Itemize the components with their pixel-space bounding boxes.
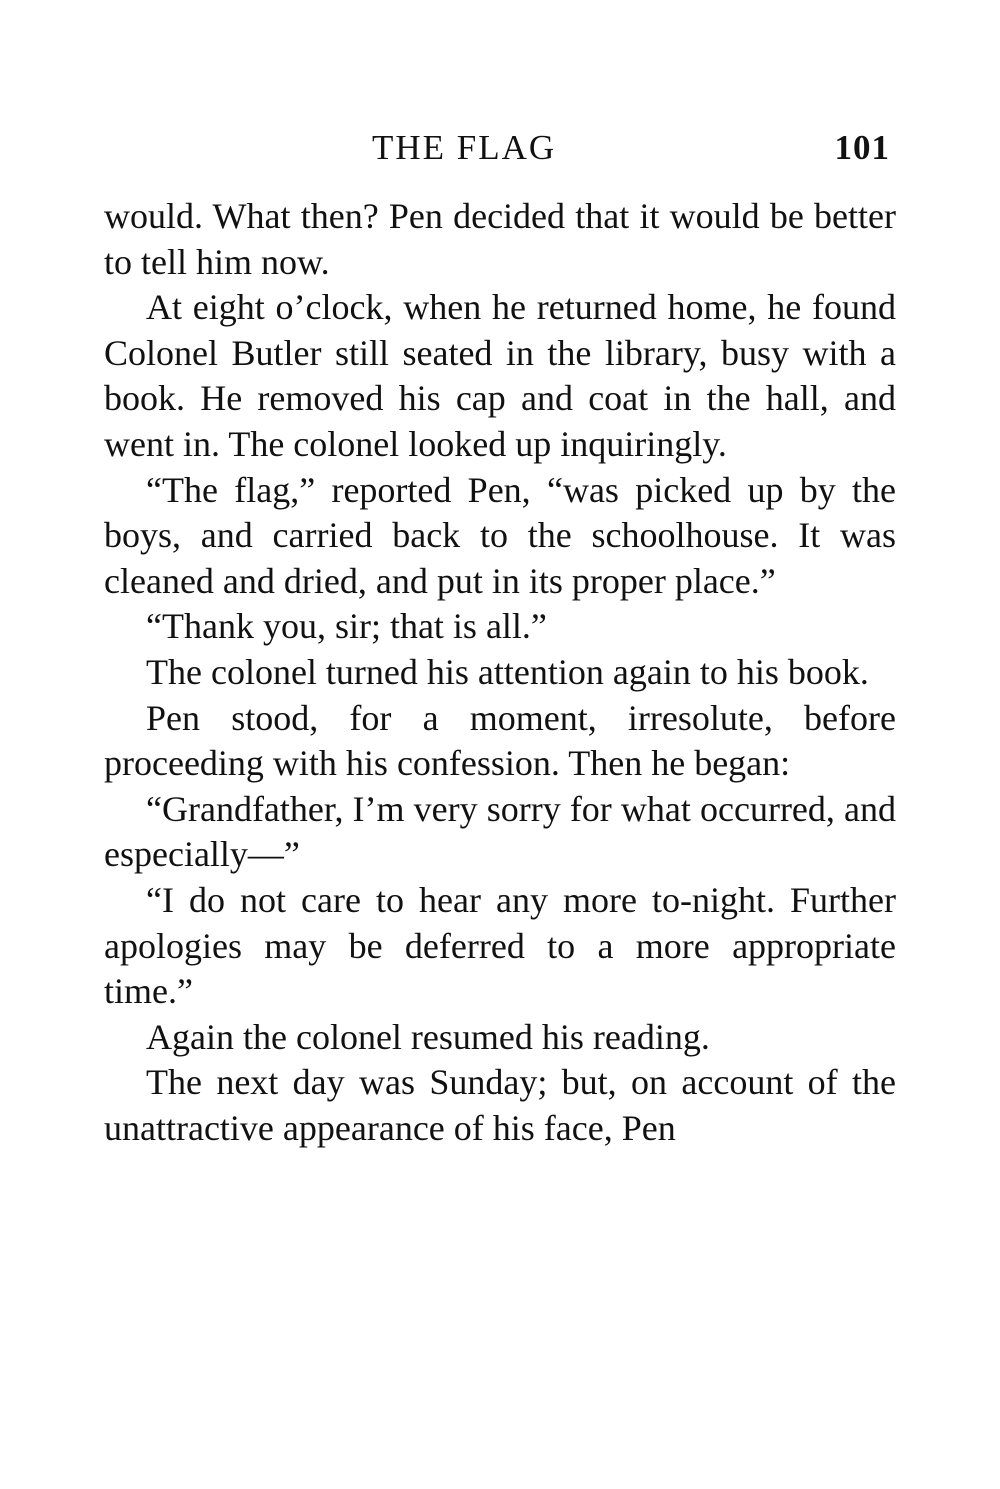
running-title: THE FLAG [372,128,557,167]
paragraph: Pen stood, for a moment, irresolute, before proceeding with his confession. Then he began: [104,697,896,784]
paragraph: The next day was Sunday; but, on account of the unattractive appearance of his face, Pen [104,1062,896,1148]
paragraph: The colonel turned his attention again to his book. [146,651,869,692]
paragraph: At eight o’clock, when he returned home, he found Colonel Butler still seated in the library, busy with a book. He removed his cap and coat in the hall, and went in. The colonel looked up inquiringly. [104,287,896,464]
paragraph: “Thank you, sir; that is all.” [146,606,547,647]
book-page [104,128,896,1151]
running-head [104,128,896,180]
body-text [104,194,896,1151]
paragraph: “Grandfather, I’m very sorry for what occurred, and especially—” [104,788,896,875]
paragraph: “I do not care to hear any more to-night. Further apologies may be deferred to a more appropriate time.” [104,879,896,1012]
paragraph: “The flag,” reported Pen, “was picked up by the boys, and carried back to the schoolhouse. It was cleaned and dried, and put in its proper place.” [104,469,896,601]
page-number: 101 [834,128,890,167]
paragraph: Again the colonel resumed his reading. [146,1016,710,1057]
paragraph-continuation: would. What then? Pen decided that it would be better to tell him now. [104,196,896,282]
